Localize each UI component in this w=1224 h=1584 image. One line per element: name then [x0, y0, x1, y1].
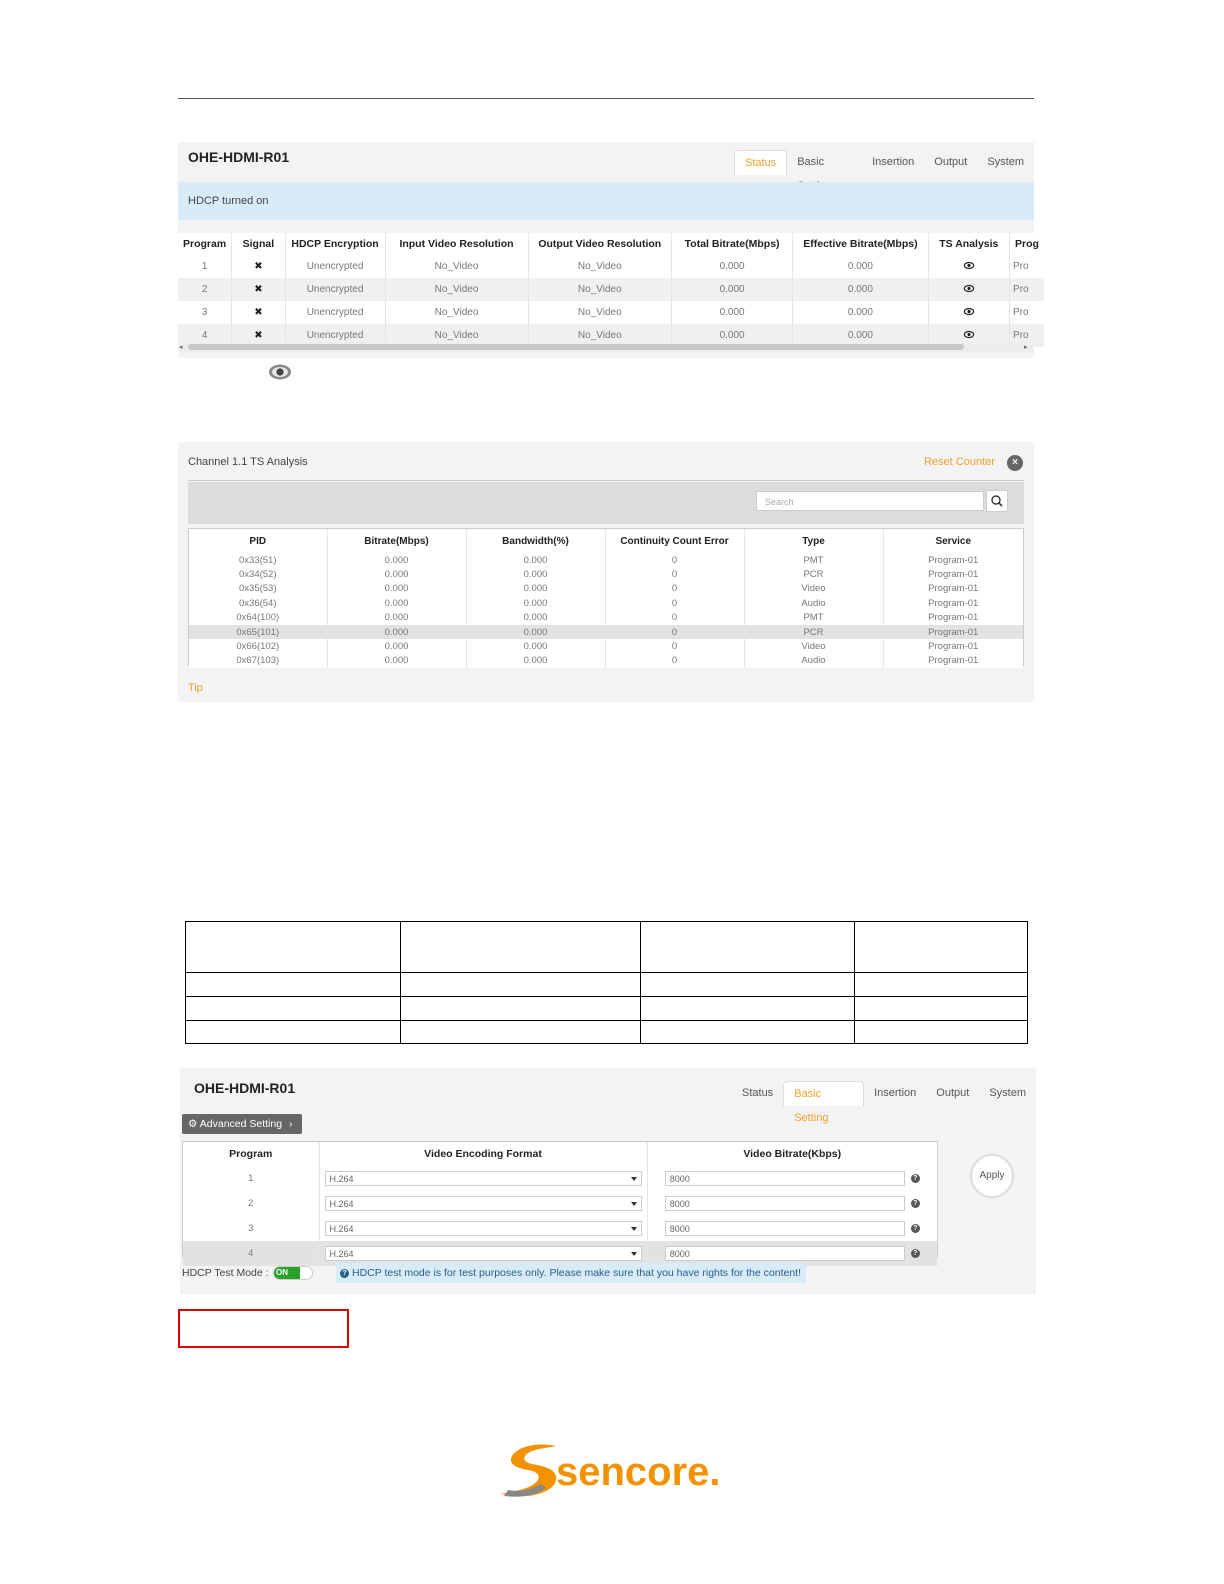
table-header-row	[189, 529, 1023, 553]
tab-basic-setting[interactable]: Basic Setting	[783, 1081, 864, 1106]
cell-bitrate: 0.000	[327, 553, 466, 567]
table-row	[183, 1191, 937, 1216]
search-button[interactable]	[986, 490, 1008, 512]
table-cell	[400, 922, 641, 973]
cell-pid: 0x34(52)	[239, 569, 277, 581]
hdcp-hint-banner	[336, 1263, 806, 1283]
encoding-format-value: H.264	[329, 1249, 354, 1259]
reset-counter-link[interactable]: Reset Counter	[924, 456, 995, 468]
sencore-logo	[498, 1440, 728, 1500]
encoding-select-cell	[319, 1216, 647, 1241]
col-bandwidth: Bandwidth(%)	[466, 529, 605, 553]
ts-analysis-eye-icon[interactable]	[928, 301, 1009, 324]
cell-pid: 0x66(102)	[236, 641, 280, 653]
encoding-select-cell	[319, 1166, 647, 1191]
tab-output[interactable]: Output	[934, 156, 968, 168]
table-header-row	[183, 1142, 937, 1166]
status-screenshot	[178, 142, 1039, 358]
advanced-setting-button[interactable]	[182, 1114, 302, 1134]
cell-output-res: No_Video	[528, 324, 671, 347]
cell-program: 1	[201, 261, 208, 272]
tab-insertion[interactable]: Insertion	[874, 1087, 917, 1099]
tab-status[interactable]: Status	[734, 150, 787, 175]
caret-down-icon	[631, 1227, 637, 1231]
cell-bitrate: 0.000	[327, 639, 466, 653]
help-icon[interactable]: ?	[911, 1249, 920, 1258]
cell-total-bitrate: 0.000	[672, 278, 793, 301]
advanced-setting-label: Advanced Setting	[199, 1118, 283, 1130]
cell-program: 2	[178, 278, 232, 301]
logo-text: sencore.	[556, 1450, 721, 1494]
sencore-logo-mark	[498, 1440, 728, 1500]
ts-analysis-eye-icon[interactable]	[928, 278, 1009, 301]
tab-bar	[732, 1081, 1036, 1124]
cell-program: 1	[248, 1173, 254, 1184]
table-cell	[186, 1021, 401, 1044]
table-row	[183, 1166, 937, 1191]
cell-output-res: No_Video	[528, 301, 671, 324]
cell-service: Program-01	[883, 567, 1023, 581]
cell-service: Program-01	[883, 611, 1023, 625]
cell-program: 4	[178, 324, 232, 347]
device-title: OHE-HDMI-R01	[194, 1080, 296, 1096]
cell-bandwidth: 0.000	[466, 654, 605, 668]
table-cell	[641, 997, 855, 1021]
table-cell	[186, 973, 401, 997]
col-output-video-resolution: Output Video Resolution	[528, 233, 671, 255]
cell-input-res: No_Video	[385, 324, 528, 347]
table-row-highlighted	[189, 625, 1023, 639]
cell-output-res: No_Video	[528, 255, 671, 278]
cell-type: PCR	[744, 567, 883, 581]
cell-cc-error: 0	[605, 639, 744, 653]
cell-service: Program-01	[883, 596, 1023, 610]
cell-service: Program-01	[883, 582, 1023, 596]
basic-setting-table	[183, 1142, 937, 1266]
cell-hdcp: Unencrypted	[285, 301, 385, 324]
col-service: Service	[883, 529, 1023, 553]
bitrate-input[interactable]: 8000	[665, 1246, 905, 1261]
table-cell	[641, 1021, 855, 1044]
tab-system[interactable]: System	[989, 1087, 1026, 1099]
col-program: Program	[229, 1148, 273, 1160]
tip-label: Tip	[188, 682, 203, 694]
caret-down-icon	[631, 1202, 637, 1206]
table-row	[183, 1216, 937, 1241]
scroll-right-icon[interactable]: ▸	[1024, 344, 1028, 351]
cell-cc-error: 0	[605, 596, 744, 610]
cell-bandwidth: 0.000	[466, 553, 605, 567]
encoding-format-select[interactable]	[325, 1196, 642, 1211]
hdcp-status-message: HDCP turned on	[178, 182, 1034, 220]
tab-insertion[interactable]: Insertion	[872, 156, 915, 168]
cell-bitrate: 0.000	[327, 625, 466, 639]
blank-table	[185, 921, 1028, 1044]
encoding-format-value: H.264	[329, 1224, 354, 1234]
ts-table-container	[188, 528, 1024, 666]
table-cell	[400, 1021, 641, 1044]
caret-down-icon	[631, 1252, 637, 1256]
cell-cc-error: 0	[605, 553, 744, 567]
encoding-format-select[interactable]	[325, 1171, 642, 1186]
cell-bitrate: 0.000	[327, 611, 466, 625]
table-row	[189, 611, 1023, 625]
ts-analysis-eye-icon[interactable]	[928, 255, 1009, 278]
col-signal: Signal	[232, 233, 285, 255]
bitrate-cell	[647, 1216, 937, 1241]
eye-icon	[268, 363, 292, 386]
table-cell	[186, 922, 401, 973]
cell-effective-bitrate: 0.000	[793, 255, 928, 278]
horizontal-scrollbar[interactable]	[178, 342, 1034, 352]
cell-type: Audio	[744, 654, 883, 668]
col-prog: Prog	[1010, 233, 1044, 255]
bitrate-input[interactable]: 8000	[665, 1171, 905, 1186]
cell-program: 3	[248, 1223, 254, 1234]
col-input-video-resolution: Input Video Resolution	[385, 233, 528, 255]
cell-bandwidth: 0.000	[466, 639, 605, 653]
cell-pid: 0x64(100)	[236, 612, 280, 624]
encoding-select-cell	[319, 1191, 647, 1216]
table-row	[178, 301, 1044, 324]
red-highlight-box	[178, 1309, 349, 1348]
col-total-bitrate: Total Bitrate(Mbps)	[672, 233, 793, 255]
table-header-row	[178, 233, 1044, 255]
cell-pid: 0x36(54)	[239, 597, 277, 609]
table-row	[186, 997, 1028, 1021]
apply-button[interactable]: Apply	[970, 1154, 1014, 1198]
table-header-row	[186, 922, 1028, 973]
status-table	[178, 233, 1044, 347]
caret-down-icon	[631, 1177, 637, 1181]
header-rule	[178, 98, 1034, 99]
table-row	[189, 582, 1023, 596]
signal-x-icon: ✖	[232, 301, 285, 324]
table-row	[189, 639, 1023, 653]
table-row	[178, 255, 1044, 278]
ts-table	[189, 529, 1023, 668]
ts-analysis-title: Channel 1.1 TS Analysis	[188, 456, 308, 468]
cell-input-res: No_Video	[385, 255, 528, 278]
device-title: OHE-HDMI-R01	[188, 149, 290, 165]
tab-status[interactable]: Status	[742, 1087, 774, 1099]
col-type: Type	[744, 529, 883, 553]
table-row	[189, 596, 1023, 610]
cell-program: 3	[201, 307, 208, 318]
encoding-format-select[interactable]	[325, 1246, 642, 1261]
cell-program: 4	[183, 1241, 319, 1266]
cell-type: Video	[744, 639, 883, 653]
cell-type: PCR	[744, 625, 883, 639]
cell-cc-error: 0	[605, 567, 744, 581]
cell-cc-error: 0	[605, 582, 744, 596]
scroll-thumb[interactable]	[188, 344, 964, 350]
col-ts-analysis: TS Analysis	[928, 233, 1009, 255]
encoding-format-value: H.264	[329, 1199, 354, 1209]
cell-pid: 0x33(51)	[239, 554, 277, 566]
cell-hdcp: Unencrypted	[285, 278, 385, 301]
cell-input-res: No_Video	[385, 278, 528, 301]
cell-bitrate: 0.000	[327, 654, 466, 668]
table-row	[189, 553, 1023, 567]
cell-pid: 0x65(101)	[189, 625, 327, 639]
col-bitrate: Bitrate(Mbps)	[327, 529, 466, 553]
status-table-container	[178, 233, 1039, 341]
cell-effective-bitrate: 0.000	[793, 324, 928, 347]
cell-bitrate: 0.000	[327, 582, 466, 596]
cell-bandwidth: 0.000	[466, 596, 605, 610]
table-cell	[855, 973, 1028, 997]
table-cell	[641, 973, 855, 997]
cell-bitrate: 0.000	[327, 567, 466, 581]
search-icon	[987, 491, 1007, 511]
toggle-on-label: ON	[274, 1267, 300, 1279]
cell-program: 2	[248, 1198, 254, 1209]
cell-bandwidth: 0.000	[466, 567, 605, 581]
table-cell	[186, 997, 401, 1021]
table-cell	[855, 1021, 1028, 1044]
table-row	[186, 973, 1028, 997]
tab-basic-setting[interactable]: Basic	[797, 156, 825, 168]
table-row	[178, 278, 1044, 301]
cell-service: Program-01	[883, 553, 1023, 567]
table-cell	[855, 997, 1028, 1021]
cell-type: Video	[744, 582, 883, 596]
table-cell	[641, 922, 855, 973]
basic-setting-screenshot	[180, 1068, 1036, 1294]
cell-total-bitrate: 0.000	[672, 301, 793, 324]
cell-type: PMT	[744, 553, 883, 567]
cell-pid: 0x35(53)	[239, 583, 277, 595]
cell-prog: Pro	[1010, 324, 1044, 347]
col-video-bitrate: Video Bitrate(Kbps)	[647, 1142, 937, 1166]
divider	[188, 480, 1024, 481]
help-icon[interactable]: ?	[911, 1174, 920, 1183]
bitrate-cell	[647, 1191, 937, 1216]
chevron-right-icon: ›	[289, 1118, 293, 1130]
cell-service: Program-01	[883, 625, 1023, 639]
cell-type: PMT	[744, 611, 883, 625]
scroll-left-icon[interactable]: ◂	[179, 344, 183, 351]
col-pid: PID	[249, 535, 267, 547]
gear-icon: ⚙	[188, 1118, 198, 1130]
cell-cc-error: 0	[605, 654, 744, 668]
cell-service: Program-01	[883, 639, 1023, 653]
cell-hdcp: Unencrypted	[285, 255, 385, 278]
table-row	[189, 567, 1023, 581]
cell-effective-bitrate: 0.000	[793, 301, 928, 324]
cell-bitrate: 0.000	[327, 596, 466, 610]
signal-x-icon: ✖	[232, 255, 285, 278]
close-icon[interactable]: ×	[1007, 455, 1023, 471]
cell-prog: Pro	[1010, 278, 1044, 301]
tab-bar	[734, 150, 1034, 175]
cell-bandwidth: 0.000	[466, 625, 605, 639]
col-program: Program	[183, 238, 227, 250]
signal-x-icon: ✖	[232, 324, 285, 347]
help-icon[interactable]: ?	[911, 1199, 920, 1208]
cell-cc-error: 0	[605, 625, 744, 639]
table-cell	[400, 973, 641, 997]
signal-x-icon: ✖	[232, 278, 285, 301]
tab-output[interactable]: Output	[936, 1087, 970, 1099]
cell-total-bitrate: 0.000	[672, 255, 793, 278]
cell-cc-error: 0	[605, 611, 744, 625]
cell-bandwidth: 0.000	[466, 611, 605, 625]
ts-analysis-screenshot	[178, 442, 1034, 702]
col-continuity-count-error: Continuity Count Error	[605, 529, 744, 553]
help-icon[interactable]: ?	[911, 1224, 920, 1233]
encoding-format-value: H.264	[329, 1174, 354, 1184]
hdcp-hint-text: HDCP test mode is for test purposes only. Please make sure that you have rights for the content!	[352, 1267, 802, 1279]
col-hdcp-encryption: HDCP Encryption	[285, 233, 385, 255]
tab-system[interactable]: System	[987, 156, 1024, 168]
bitrate-input[interactable]: 8000	[665, 1196, 905, 1211]
cell-prog: Pro	[1010, 255, 1044, 278]
bitrate-cell	[647, 1166, 937, 1191]
cell-prog: Pro	[1010, 301, 1044, 324]
info-icon: ?	[340, 1269, 349, 1278]
cell-total-bitrate: 0.000	[672, 324, 793, 347]
basic-setting-table-container	[182, 1141, 938, 1257]
cell-input-res: No_Video	[385, 301, 528, 324]
col-effective-bitrate: Effective Bitrate(Mbps)	[793, 233, 928, 255]
table-row	[186, 1021, 1028, 1044]
cell-service: Program-01	[883, 654, 1023, 668]
cell-output-res: No_Video	[528, 278, 671, 301]
cell-hdcp: Unencrypted	[285, 324, 385, 347]
cell-pid: 0x67(103)	[236, 655, 280, 667]
table-cell	[855, 922, 1028, 973]
search-input[interactable]: Search	[756, 491, 984, 511]
cell-bandwidth: 0.000	[466, 582, 605, 596]
hdcp-test-mode-toggle[interactable]	[273, 1266, 313, 1280]
table-row	[189, 654, 1023, 668]
encoding-format-select[interactable]	[325, 1221, 642, 1236]
cell-effective-bitrate: 0.000	[793, 278, 928, 301]
hdcp-test-mode-label: HDCP Test Mode :	[182, 1267, 269, 1279]
cell-type: Audio	[744, 596, 883, 610]
bitrate-input[interactable]: 8000	[665, 1221, 905, 1236]
col-video-encoding-format: Video Encoding Format	[319, 1142, 647, 1166]
table-cell	[400, 997, 641, 1021]
